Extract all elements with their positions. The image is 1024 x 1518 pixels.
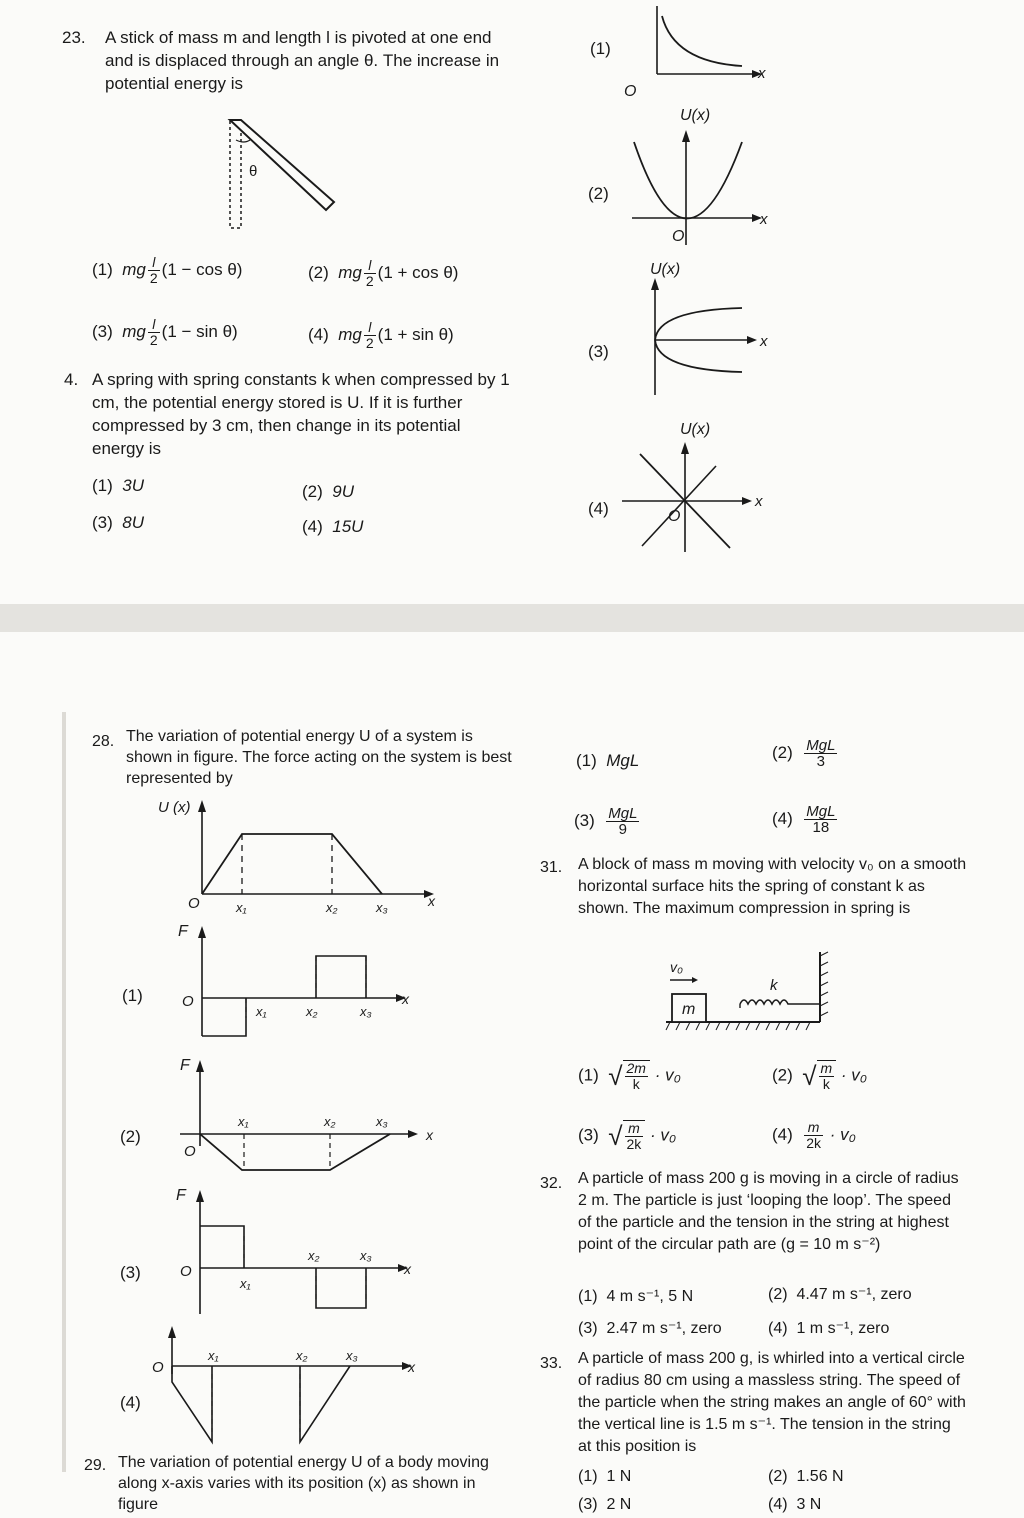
graph-3-label[interactable]: (3) <box>588 342 609 361</box>
q28-option-3-label[interactable]: (3) <box>120 1263 141 1282</box>
q23-text: A stick of mass m and length l is pivoted at one end and is displaced through an angle θ. The increase in potential energy is <box>105 28 500 93</box>
q23-option-2[interactable]: (2) mg $\frac{l}{2}$ (1 + cos θ) <box>308 257 459 289</box>
q24-option-4[interactable]: (4) 15U <box>302 517 364 536</box>
q28-option-4-label[interactable]: (4) <box>120 1393 141 1412</box>
q28-option-2-label[interactable]: (2) <box>120 1127 141 1146</box>
q31-option-2[interactable]: (2) √ $\frac{m}{k}$ · v₀ <box>772 1060 867 1092</box>
q32-option-4[interactable]: (4) 1 m s⁻¹, zero <box>768 1320 890 1337</box>
q28-number: 28. <box>92 733 115 750</box>
q28-opt3-x3: x₃ <box>360 1248 372 1263</box>
graph-4 <box>612 410 782 560</box>
q33-option-1[interactable]: (1) 1 N <box>578 1468 632 1485</box>
graph-1-xlabel: x <box>758 65 766 82</box>
q28-x2: x₂ <box>326 900 338 915</box>
q33-text: A particle of mass 200 g, is whirled into a vertical circle of radius 80 cm using a massless string. The speed of the particle when the string makes an angle of 60° with the vertical line is 1.5 m s⁻¹. The tension in the string at this position is <box>578 1350 966 1455</box>
q24-option-1[interactable]: (1) 3U <box>92 476 144 495</box>
q31-spring-label: k <box>770 977 778 994</box>
graph-3 <box>612 250 782 400</box>
graph-2 <box>612 100 782 250</box>
q28-opt1-x2: x₂ <box>306 1004 318 1019</box>
q24-text: A spring with spring constants k when compressed by 1 cm, the potential energy stored is U. If it is further compressed by 3 cm, then change in its potential energy is <box>92 370 510 458</box>
q28-opt3-xlabel: x <box>404 1261 411 1277</box>
graph-2-label[interactable]: (2) <box>588 184 609 203</box>
q31-option-3[interactable]: (3) √ $\frac{m}{2k}$ · v₀ <box>578 1120 677 1152</box>
q31-option-4[interactable]: (4) $\frac{m}{2k}$ · v₀ <box>772 1119 856 1151</box>
q32-option-3[interactable]: (3) 2.47 m s⁻¹, zero <box>578 1320 722 1337</box>
q31-velocity-label: v₀ <box>670 959 683 975</box>
q28-opt1-x1: x₁ <box>256 1004 267 1019</box>
q33-option-2[interactable]: (2) 1.56 N <box>768 1468 844 1485</box>
q28-opt3-origin: O <box>180 1263 192 1280</box>
q28-text: The variation of potential energy U of a system is shown in figure. The force acting on the system is best represented by <box>126 728 512 787</box>
q30-option-4[interactable]: (4) $\frac{\text{MgL}}{18}$ <box>772 803 836 836</box>
q28-opt3-x1: x₁ <box>240 1276 251 1291</box>
q23-number: 23. <box>62 28 86 47</box>
q28-opt1-origin: O <box>182 993 194 1010</box>
q29-text: The variation of potential energy U of a body moving along x-axis varies with its position (x) as shown in figure <box>118 1454 489 1513</box>
q24-option-2[interactable]: (2) 9U <box>302 482 354 501</box>
q31-option-1[interactable]: (1) √ $\frac{2m}{k}$ · v₀ <box>578 1060 681 1092</box>
q23-option-3[interactable]: (3) mg $\frac{l}{2}$ (1 − sin θ) <box>92 316 238 348</box>
graph-4-label[interactable]: (4) <box>588 499 609 518</box>
q28-opt4-xlabel: x <box>408 1359 415 1375</box>
q30-option-3[interactable]: (3) $\frac{\text{MgL}}{9}$ <box>574 805 638 838</box>
stick-diagram <box>222 110 342 235</box>
q28-option-4-graph <box>150 1322 430 1452</box>
q28-opt2-x2: x₂ <box>324 1114 336 1129</box>
q31-block-label: m <box>682 1001 696 1018</box>
q28-opt3-flabel: F <box>176 1187 186 1204</box>
q28-opt1-x3: x₃ <box>360 1004 372 1019</box>
q31-text: A block of mass m moving with velocity v₀ on a smooth horizontal surface hits the spring of constant k as shown. The maximum compression in spring is <box>578 856 967 917</box>
q28-opt1-xlabel: x <box>402 991 409 1007</box>
q28-opt4-x3: x₃ <box>346 1348 358 1363</box>
graph-3-ylabel: U(x) <box>650 261 681 278</box>
graph-2-xlabel: x <box>760 211 768 228</box>
q28-opt4-origin: O <box>152 1359 164 1376</box>
q28-ylabel: U (x) <box>158 799 191 816</box>
q28-option-2-graph <box>172 1046 442 1176</box>
margin-line <box>62 712 66 1472</box>
graph-4-origin: O <box>668 508 681 525</box>
q24-number: 4. <box>64 370 79 389</box>
graph-3-xlabel: x <box>760 333 768 350</box>
q28-opt4-x1: x₁ <box>208 1348 219 1363</box>
q23-option-1[interactable]: (1) mg $\frac{l}{2}$ (1 − cos θ) <box>92 254 243 286</box>
q28-opt2-flabel: F <box>180 1057 190 1074</box>
q28-xlabel: x <box>428 893 435 909</box>
q30-option-2[interactable]: (2) $\frac{\text{MgL}}{3}$ <box>772 737 836 770</box>
q28-opt2-x3: x₃ <box>376 1114 388 1129</box>
q32-text: A particle of mass 200 g is moving in a circle of radius 2 m. The particle is just ‘looping the loop’. The speed of the particle and the tension in the string at highest point of the circular path are (g = 10 m s⁻²) <box>578 1170 959 1253</box>
q28-opt3-x2: x₂ <box>308 1248 320 1263</box>
q31-block-spring-diagram <box>660 944 840 1040</box>
q33-option-3[interactable]: (3) 2 N <box>578 1496 632 1513</box>
q28-origin: O <box>188 895 200 912</box>
q28-option-3-graph <box>172 1180 432 1320</box>
graph-4-xlabel: x <box>755 493 763 510</box>
q28-opt2-xlabel: x <box>426 1127 433 1143</box>
q23-option-4[interactable]: (4) mg $\frac{l}{2}$ (1 + sin θ) <box>308 319 454 351</box>
q32-option-1[interactable]: (1) 4 m s⁻¹, 5 N <box>578 1288 694 1305</box>
graph-1-origin: O <box>624 83 637 100</box>
q32-number: 32. <box>540 1175 563 1192</box>
q30-option-1[interactable]: (1) MgL <box>576 751 640 770</box>
q33-option-4[interactable]: (4) 3 N <box>768 1496 822 1513</box>
q28-potential-graph <box>150 792 450 922</box>
graph-2-ylabel: U(x) <box>680 107 711 124</box>
q28-opt1-flabel: F <box>178 923 188 940</box>
q28-opt4-x2: x₂ <box>296 1348 308 1363</box>
q28-opt2-origin: O <box>184 1143 196 1160</box>
q24-option-3[interactable]: (3) 8U <box>92 513 144 532</box>
q31-number: 31. <box>540 859 563 876</box>
graph-2-origin: O <box>672 228 685 245</box>
q28-x3: x₃ <box>376 900 388 915</box>
q33-number: 33. <box>540 1355 563 1372</box>
graph-1-label[interactable]: (1) <box>590 39 611 58</box>
q32-option-2[interactable]: (2) 4.47 m s⁻¹, zero <box>768 1286 912 1303</box>
graph-1 <box>612 6 782 106</box>
q28-option-1-graph <box>170 918 430 1048</box>
graph-4-ylabel: U(x) <box>680 421 711 438</box>
q28-opt2-x1: x₁ <box>238 1114 249 1129</box>
page-divider <box>0 604 1024 632</box>
q29-number: 29. <box>84 1457 107 1474</box>
q28-option-1-label[interactable]: (1) <box>122 986 143 1005</box>
q28-x1: x₁ <box>236 900 247 915</box>
theta-label: θ <box>249 163 258 180</box>
